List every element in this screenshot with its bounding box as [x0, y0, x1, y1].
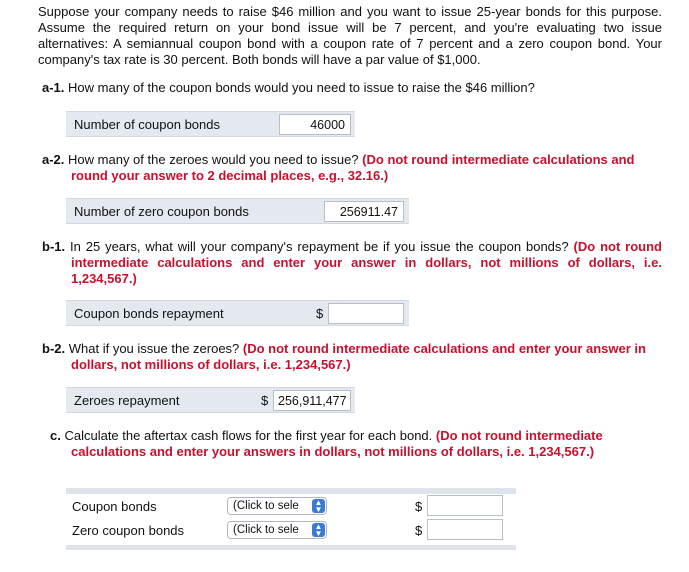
answer-label: Number of zero coupon bonds — [74, 204, 249, 219]
question-text: How many of the coupon bonds would you need to issue to raise the $46 million? — [68, 80, 535, 95]
zeroes-repayment-input[interactable]: 256,911,477 — [273, 390, 351, 411]
answer-label: Number of coupon bonds — [74, 117, 220, 132]
question-number: a-1. — [42, 80, 65, 95]
table-bottom-border — [66, 545, 516, 550]
zero-coupon-bonds-cash-flow-input[interactable] — [427, 519, 503, 540]
question-text: How many of the zeroes would you need to issue? — [68, 152, 359, 167]
coupon-bonds-input[interactable]: 46000 — [279, 114, 351, 135]
row-label: Zero coupon bonds — [72, 523, 185, 538]
table-row — [66, 518, 516, 542]
currency-symbol: $ — [415, 523, 423, 538]
row-label: Coupon bonds — [72, 499, 157, 514]
chevron-updown-icon: ▲ ▼ — [312, 499, 325, 513]
question-b1 — [42, 239, 662, 287]
question-number: b-1. — [42, 239, 66, 254]
question-a1 — [42, 80, 662, 96]
question-b2 — [42, 341, 662, 373]
select-value: (Click to sele — [233, 524, 299, 536]
question-text: What if you issue the zeroes? — [68, 341, 240, 356]
answer-row-coupon-bonds — [66, 111, 355, 137]
question-number: a-2. — [42, 152, 65, 167]
zero-coupon-bonds-input[interactable]: 256911.47 — [324, 201, 404, 222]
question-note: (Do not round intermediate calculations and enter your answer in dollars, not millions of dollars, i.e. 1,234,567.) — [71, 341, 646, 372]
answer-row-zero-coupon-bonds — [66, 198, 409, 224]
cash-flow-table — [66, 490, 516, 548]
currency-symbol: $ — [316, 306, 324, 321]
zero-coupon-bonds-select[interactable] — [227, 521, 327, 539]
coupon-bonds-cash-flow-input[interactable] — [427, 495, 503, 516]
question-a2 — [42, 152, 662, 184]
answer-row-coupon-repayment — [66, 300, 409, 326]
question-note: (Do not round intermediate calculations and enter your answer in dollars, not millions of dollars, i.e. 1,234,567.) — [71, 239, 662, 286]
question-note: (Do not round intermediate calculations and enter your answers in dollars, not millions of dollars, i.e. 1,234,567.) — [71, 428, 603, 459]
select-value: (Click to sele — [233, 500, 299, 512]
answer-label: Zeroes repayment — [74, 393, 180, 408]
problem-intro: Suppose your company needs to raise $46 million and you want to issue 25-year bonds for this purpose. Assume the required return on your bond issue will be 7 percent, and you're evaluating two issue alternatives: A semiannual coupon bond with a coupon rate of 7 percent and a zero coupon bond. Your company's tax rate is 30 percent. Both bonds will have a par value of $1,000. — [38, 4, 662, 67]
question-number: c. — [50, 428, 61, 443]
currency-symbol: $ — [261, 393, 269, 408]
question-text: Calculate the aftertax cash flows for the first year for each bond. — [64, 428, 433, 443]
question-c — [50, 428, 662, 460]
currency-symbol: $ — [415, 499, 423, 514]
answer-label: Coupon bonds repayment — [74, 306, 224, 321]
coupon-repayment-input[interactable] — [328, 303, 404, 324]
question-number: b-2. — [42, 341, 66, 356]
question-note: (Do not round intermediate calculations and round your answer to 2 decimal places, e.g., 32.16.) — [71, 152, 635, 183]
answer-row-zeroes-repayment — [66, 387, 355, 413]
chevron-updown-icon: ▲ ▼ — [312, 523, 325, 537]
coupon-bonds-select[interactable] — [227, 497, 327, 515]
question-text: In 25 years, what will your company's repayment be if you issue the coupon bonds? — [70, 239, 569, 254]
table-row — [66, 494, 516, 518]
